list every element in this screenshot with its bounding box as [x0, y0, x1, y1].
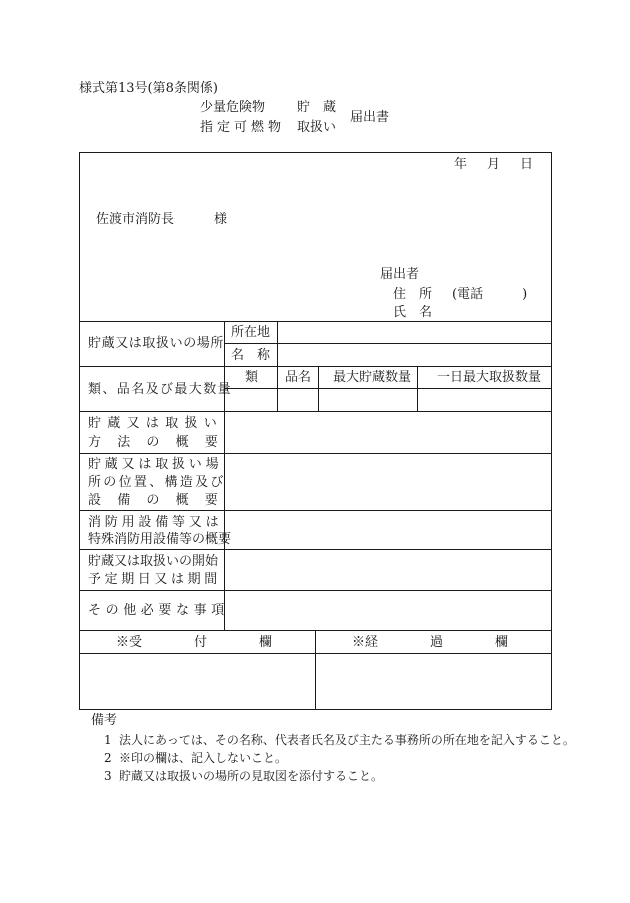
- note-number: 2: [104, 751, 112, 765]
- date-year: 年: [454, 157, 468, 172]
- col-max-storage: 最大貯蔵数量: [333, 370, 412, 385]
- fire-equipment-label-line2: 特殊消防用設備等の概要: [88, 532, 232, 547]
- name-label: 氏 名: [393, 305, 433, 320]
- facility-label-line1: 貯蔵又は取扱い場: [88, 457, 223, 472]
- method-label-line2: 方法の概要: [88, 435, 235, 450]
- progress-column-header: ※経 過 欄: [352, 635, 509, 650]
- note-number: 3: [104, 769, 112, 783]
- schedule-label-line1: 貯蔵又は取扱いの開始: [88, 554, 219, 569]
- facility-label-line3: 設備の概要: [88, 493, 235, 508]
- notes-heading: 備考: [91, 713, 118, 728]
- date-month: 月: [487, 157, 501, 172]
- note-text: ※印の欄は、記入しないこと。: [119, 751, 288, 765]
- note-number: 1: [104, 733, 112, 747]
- title-designated-combustible: 指定可燃物: [200, 120, 286, 135]
- location-label: 所在地: [231, 325, 271, 340]
- col-item: 品名: [285, 370, 312, 385]
- other-matters-label: その他必要な事項: [88, 603, 229, 618]
- col-daily-max: 一日最大取扱数量: [437, 370, 542, 385]
- note-text: 法人にあっては、その名称、代表者氏名及び主たる事務所の所在地を記入すること。: [119, 733, 575, 747]
- title-hazardous-small-quantity: 少量危険物: [200, 100, 266, 115]
- title-storage: 貯 蔵: [297, 100, 337, 115]
- reception-column-header: ※受 付 欄: [116, 635, 273, 650]
- note-text: 貯蔵又は取扱いの場所の見取図を添付すること。: [119, 769, 384, 783]
- phone-label: (電話 ): [452, 287, 528, 302]
- method-label-line1: 貯蔵又は取扱い: [88, 416, 224, 431]
- facility-name-label: 名 称: [231, 348, 271, 363]
- addressee: 佐渡市消防長: [96, 212, 175, 227]
- category-label: 類、品名及び最大数量: [88, 382, 233, 397]
- col-class: 類: [245, 370, 259, 385]
- form-number: 様式第13号(第8条関係): [79, 81, 218, 96]
- storage-place-label: 貯蔵又は取扱いの場所: [88, 336, 225, 351]
- notifier-label: 届出者: [380, 267, 420, 282]
- honorific: 様: [214, 212, 228, 227]
- title-notification: 届出書: [350, 110, 390, 125]
- schedule-label-line2: 予定期日又は期間: [88, 572, 221, 587]
- title-handling: 取扱い: [297, 120, 337, 135]
- fire-equipment-label-line1: 消防用設備等又は: [88, 515, 223, 530]
- facility-label-line2: 所の位置、構造及び: [88, 475, 226, 490]
- address-label: 住 所: [393, 287, 433, 302]
- date-day: 日: [520, 157, 534, 172]
